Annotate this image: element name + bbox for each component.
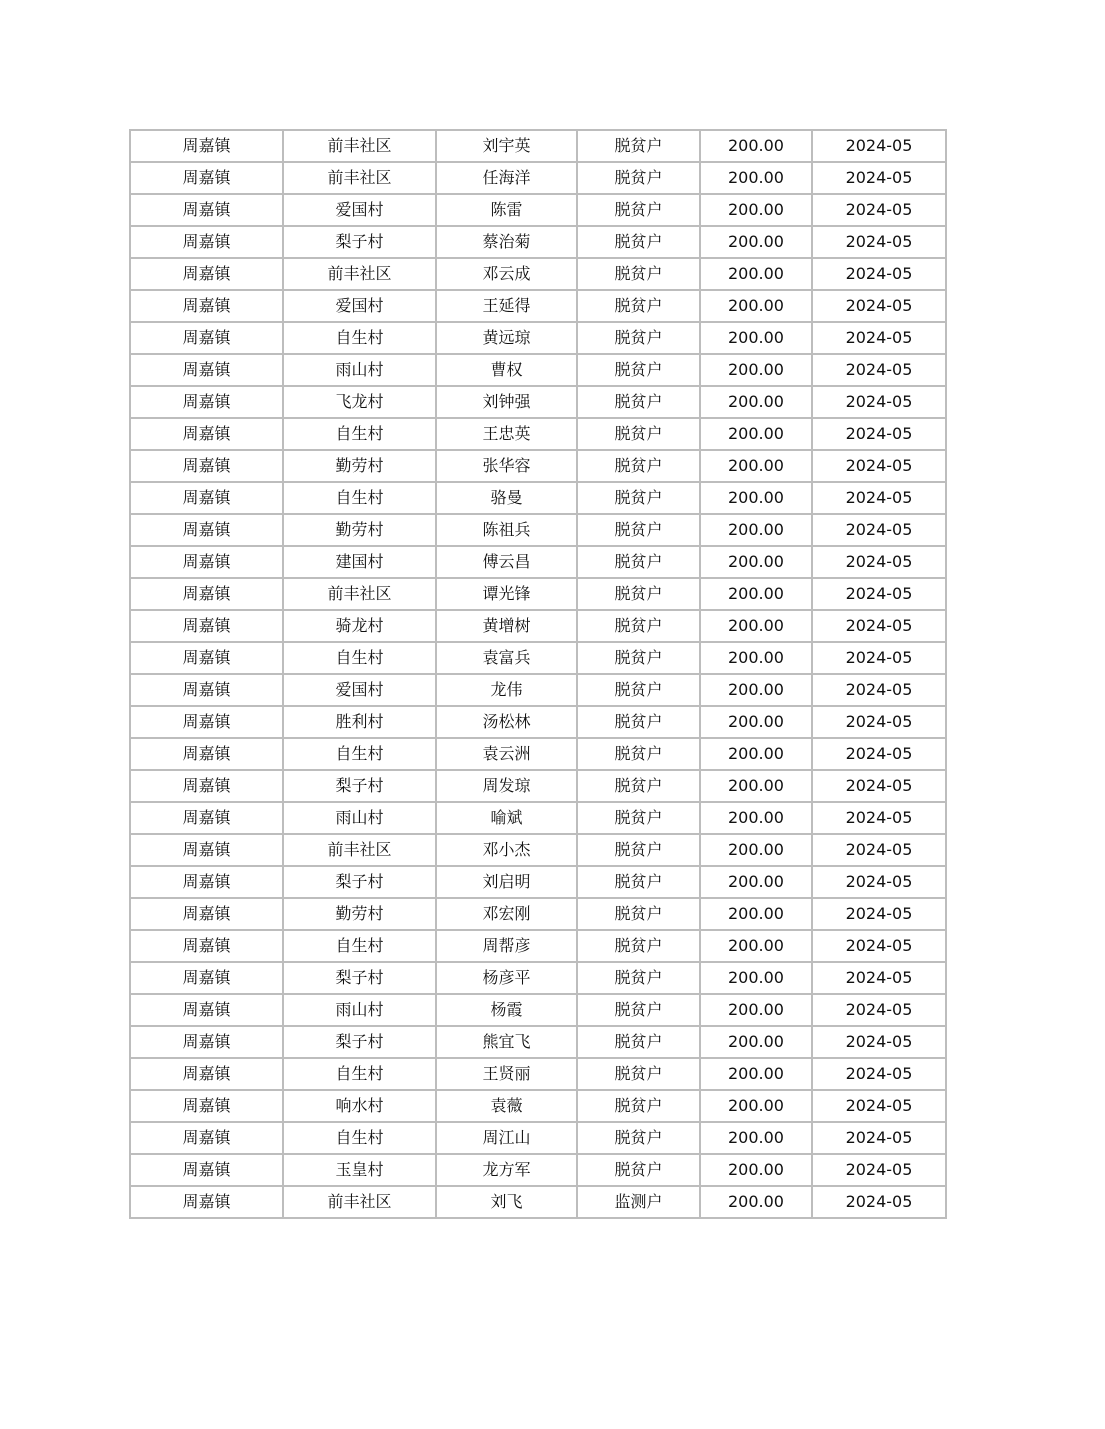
table-row — [130, 930, 946, 962]
name-cell: 袁富兵 — [436, 642, 577, 674]
name-cell: 周帮彦 — [436, 930, 577, 962]
table-row — [130, 450, 946, 482]
table-row — [130, 1090, 946, 1122]
period-cell: 2024-05 — [812, 1026, 946, 1058]
town-cell: 周嘉镇 — [130, 386, 283, 418]
amount-cell: 200.00 — [700, 450, 812, 482]
town-cell: 周嘉镇 — [130, 930, 283, 962]
village-cell: 梨子村 — [283, 770, 436, 802]
household-type-cell: 脱贫户 — [577, 226, 700, 258]
name-cell: 汤松林 — [436, 706, 577, 738]
period-cell: 2024-05 — [812, 770, 946, 802]
table-row — [130, 226, 946, 258]
table-row — [130, 514, 946, 546]
table-row — [130, 1122, 946, 1154]
amount-cell: 200.00 — [700, 770, 812, 802]
village-cell: 自生村 — [283, 418, 436, 450]
town-cell: 周嘉镇 — [130, 578, 283, 610]
name-cell: 陈雷 — [436, 194, 577, 226]
name-cell: 喻斌 — [436, 802, 577, 834]
village-cell: 雨山村 — [283, 802, 436, 834]
town-cell: 周嘉镇 — [130, 770, 283, 802]
name-cell: 周发琼 — [436, 770, 577, 802]
records-table — [129, 129, 947, 1219]
household-type-cell: 脱贫户 — [577, 1154, 700, 1186]
amount-cell: 200.00 — [700, 642, 812, 674]
household-type-cell: 脱贫户 — [577, 962, 700, 994]
table-row — [130, 546, 946, 578]
town-cell: 周嘉镇 — [130, 834, 283, 866]
name-cell: 刘启明 — [436, 866, 577, 898]
name-cell: 任海洋 — [436, 162, 577, 194]
amount-cell: 200.00 — [700, 674, 812, 706]
period-cell: 2024-05 — [812, 578, 946, 610]
amount-cell: 200.00 — [700, 866, 812, 898]
period-cell: 2024-05 — [812, 290, 946, 322]
village-cell: 自生村 — [283, 738, 436, 770]
amount-cell: 200.00 — [700, 546, 812, 578]
amount-cell: 200.00 — [700, 514, 812, 546]
table-row — [130, 130, 946, 162]
period-cell: 2024-05 — [812, 194, 946, 226]
town-cell: 周嘉镇 — [130, 962, 283, 994]
town-cell: 周嘉镇 — [130, 866, 283, 898]
amount-cell: 200.00 — [700, 994, 812, 1026]
amount-cell: 200.00 — [700, 130, 812, 162]
name-cell: 王忠英 — [436, 418, 577, 450]
village-cell: 前丰社区 — [283, 130, 436, 162]
name-cell: 刘飞 — [436, 1186, 577, 1218]
household-type-cell: 脱贫户 — [577, 418, 700, 450]
village-cell: 雨山村 — [283, 994, 436, 1026]
name-cell: 王延得 — [436, 290, 577, 322]
table-row — [130, 802, 946, 834]
name-cell: 黄增树 — [436, 610, 577, 642]
table-row — [130, 962, 946, 994]
period-cell: 2024-05 — [812, 898, 946, 930]
household-type-cell: 脱贫户 — [577, 674, 700, 706]
village-cell: 自生村 — [283, 482, 436, 514]
household-type-cell: 脱贫户 — [577, 898, 700, 930]
town-cell: 周嘉镇 — [130, 450, 283, 482]
village-cell: 前丰社区 — [283, 258, 436, 290]
household-type-cell: 脱贫户 — [577, 450, 700, 482]
household-type-cell: 脱贫户 — [577, 866, 700, 898]
town-cell: 周嘉镇 — [130, 546, 283, 578]
name-cell: 龙伟 — [436, 674, 577, 706]
period-cell: 2024-05 — [812, 354, 946, 386]
household-type-cell: 脱贫户 — [577, 546, 700, 578]
household-type-cell: 脱贫户 — [577, 482, 700, 514]
household-type-cell: 脱贫户 — [577, 162, 700, 194]
amount-cell: 200.00 — [700, 1186, 812, 1218]
table-row — [130, 418, 946, 450]
amount-cell: 200.00 — [700, 738, 812, 770]
table-row — [130, 322, 946, 354]
town-cell: 周嘉镇 — [130, 642, 283, 674]
household-type-cell: 脱贫户 — [577, 770, 700, 802]
period-cell: 2024-05 — [812, 1090, 946, 1122]
household-type-cell: 脱贫户 — [577, 1026, 700, 1058]
town-cell: 周嘉镇 — [130, 1154, 283, 1186]
village-cell: 梨子村 — [283, 962, 436, 994]
name-cell: 杨霞 — [436, 994, 577, 1026]
town-cell: 周嘉镇 — [130, 706, 283, 738]
town-cell: 周嘉镇 — [130, 802, 283, 834]
village-cell: 梨子村 — [283, 866, 436, 898]
amount-cell: 200.00 — [700, 802, 812, 834]
amount-cell: 200.00 — [700, 418, 812, 450]
town-cell: 周嘉镇 — [130, 674, 283, 706]
name-cell: 杨彦平 — [436, 962, 577, 994]
household-type-cell: 脱贫户 — [577, 322, 700, 354]
table-row — [130, 674, 946, 706]
table-row — [130, 1186, 946, 1218]
town-cell: 周嘉镇 — [130, 738, 283, 770]
period-cell: 2024-05 — [812, 322, 946, 354]
village-cell: 自生村 — [283, 1058, 436, 1090]
period-cell: 2024-05 — [812, 962, 946, 994]
village-cell: 玉皇村 — [283, 1154, 436, 1186]
table-row — [130, 610, 946, 642]
amount-cell: 200.00 — [700, 354, 812, 386]
town-cell: 周嘉镇 — [130, 610, 283, 642]
town-cell: 周嘉镇 — [130, 290, 283, 322]
household-type-cell: 脱贫户 — [577, 290, 700, 322]
table-row — [130, 770, 946, 802]
name-cell: 王贤丽 — [436, 1058, 577, 1090]
village-cell: 爱国村 — [283, 290, 436, 322]
town-cell: 周嘉镇 — [130, 162, 283, 194]
period-cell: 2024-05 — [812, 1058, 946, 1090]
household-type-cell: 脱贫户 — [577, 1058, 700, 1090]
town-cell: 周嘉镇 — [130, 1186, 283, 1218]
name-cell: 黄远琼 — [436, 322, 577, 354]
town-cell: 周嘉镇 — [130, 418, 283, 450]
table-row — [130, 386, 946, 418]
period-cell: 2024-05 — [812, 706, 946, 738]
name-cell: 刘宇英 — [436, 130, 577, 162]
amount-cell: 200.00 — [700, 194, 812, 226]
amount-cell: 200.00 — [700, 834, 812, 866]
amount-cell: 200.00 — [700, 258, 812, 290]
village-cell: 梨子村 — [283, 1026, 436, 1058]
period-cell: 2024-05 — [812, 866, 946, 898]
town-cell: 周嘉镇 — [130, 1058, 283, 1090]
table-row — [130, 834, 946, 866]
name-cell: 刘钟强 — [436, 386, 577, 418]
period-cell: 2024-05 — [812, 738, 946, 770]
table-row — [130, 258, 946, 290]
village-cell: 爱国村 — [283, 674, 436, 706]
period-cell: 2024-05 — [812, 930, 946, 962]
village-cell: 梨子村 — [283, 226, 436, 258]
period-cell: 2024-05 — [812, 1122, 946, 1154]
period-cell: 2024-05 — [812, 162, 946, 194]
name-cell: 熊宜飞 — [436, 1026, 577, 1058]
amount-cell: 200.00 — [700, 1026, 812, 1058]
household-type-cell: 脱贫户 — [577, 1122, 700, 1154]
village-cell: 前丰社区 — [283, 1186, 436, 1218]
village-cell: 前丰社区 — [283, 162, 436, 194]
town-cell: 周嘉镇 — [130, 898, 283, 930]
village-cell: 勤劳村 — [283, 514, 436, 546]
name-cell: 骆曼 — [436, 482, 577, 514]
household-type-cell: 脱贫户 — [577, 610, 700, 642]
household-type-cell: 监测户 — [577, 1186, 700, 1218]
amount-cell: 200.00 — [700, 1090, 812, 1122]
period-cell: 2024-05 — [812, 418, 946, 450]
period-cell: 2024-05 — [812, 610, 946, 642]
household-type-cell: 脱贫户 — [577, 930, 700, 962]
table-row — [130, 1058, 946, 1090]
table-row — [130, 290, 946, 322]
amount-cell: 200.00 — [700, 962, 812, 994]
name-cell: 曹权 — [436, 354, 577, 386]
village-cell: 勤劳村 — [283, 450, 436, 482]
town-cell: 周嘉镇 — [130, 1090, 283, 1122]
household-type-cell: 脱贫户 — [577, 194, 700, 226]
table-row — [130, 354, 946, 386]
name-cell: 谭光锋 — [436, 578, 577, 610]
village-cell: 自生村 — [283, 1122, 436, 1154]
name-cell: 袁薇 — [436, 1090, 577, 1122]
village-cell: 前丰社区 — [283, 578, 436, 610]
period-cell: 2024-05 — [812, 802, 946, 834]
table-row — [130, 738, 946, 770]
household-type-cell: 脱贫户 — [577, 130, 700, 162]
household-type-cell: 脱贫户 — [577, 706, 700, 738]
household-type-cell: 脱贫户 — [577, 578, 700, 610]
table-row — [130, 706, 946, 738]
household-type-cell: 脱贫户 — [577, 258, 700, 290]
period-cell: 2024-05 — [812, 1186, 946, 1218]
amount-cell: 200.00 — [700, 162, 812, 194]
name-cell: 袁云洲 — [436, 738, 577, 770]
name-cell: 陈祖兵 — [436, 514, 577, 546]
town-cell: 周嘉镇 — [130, 322, 283, 354]
amount-cell: 200.00 — [700, 386, 812, 418]
household-type-cell: 脱贫户 — [577, 802, 700, 834]
period-cell: 2024-05 — [812, 258, 946, 290]
period-cell: 2024-05 — [812, 482, 946, 514]
period-cell: 2024-05 — [812, 674, 946, 706]
table-row — [130, 482, 946, 514]
period-cell: 2024-05 — [812, 642, 946, 674]
village-cell: 爱国村 — [283, 194, 436, 226]
village-cell: 响水村 — [283, 1090, 436, 1122]
table-row — [130, 578, 946, 610]
amount-cell: 200.00 — [700, 1058, 812, 1090]
town-cell: 周嘉镇 — [130, 482, 283, 514]
household-type-cell: 脱贫户 — [577, 642, 700, 674]
table-row — [130, 642, 946, 674]
name-cell: 邓云成 — [436, 258, 577, 290]
household-type-cell: 脱贫户 — [577, 354, 700, 386]
table-row — [130, 162, 946, 194]
table-row — [130, 898, 946, 930]
amount-cell: 200.00 — [700, 898, 812, 930]
amount-cell: 200.00 — [700, 610, 812, 642]
household-type-cell: 脱贫户 — [577, 994, 700, 1026]
household-type-cell: 脱贫户 — [577, 834, 700, 866]
period-cell: 2024-05 — [812, 450, 946, 482]
period-cell: 2024-05 — [812, 386, 946, 418]
table-row — [130, 1026, 946, 1058]
village-cell: 飞龙村 — [283, 386, 436, 418]
name-cell: 邓宏刚 — [436, 898, 577, 930]
amount-cell: 200.00 — [700, 226, 812, 258]
name-cell: 邓小杰 — [436, 834, 577, 866]
village-cell: 勤劳村 — [283, 898, 436, 930]
records-table-body — [130, 130, 946, 1218]
name-cell: 张华容 — [436, 450, 577, 482]
village-cell: 胜利村 — [283, 706, 436, 738]
amount-cell: 200.00 — [700, 482, 812, 514]
amount-cell: 200.00 — [700, 1122, 812, 1154]
town-cell: 周嘉镇 — [130, 194, 283, 226]
village-cell: 自生村 — [283, 642, 436, 674]
town-cell: 周嘉镇 — [130, 354, 283, 386]
table-row — [130, 194, 946, 226]
period-cell: 2024-05 — [812, 994, 946, 1026]
town-cell: 周嘉镇 — [130, 994, 283, 1026]
name-cell: 龙方军 — [436, 1154, 577, 1186]
village-cell: 自生村 — [283, 930, 436, 962]
name-cell: 蔡治菊 — [436, 226, 577, 258]
village-cell: 骑龙村 — [283, 610, 436, 642]
amount-cell: 200.00 — [700, 1154, 812, 1186]
household-type-cell: 脱贫户 — [577, 738, 700, 770]
town-cell: 周嘉镇 — [130, 1026, 283, 1058]
town-cell: 周嘉镇 — [130, 130, 283, 162]
amount-cell: 200.00 — [700, 706, 812, 738]
village-cell: 雨山村 — [283, 354, 436, 386]
amount-cell: 200.00 — [700, 290, 812, 322]
town-cell: 周嘉镇 — [130, 514, 283, 546]
period-cell: 2024-05 — [812, 546, 946, 578]
village-cell: 自生村 — [283, 322, 436, 354]
household-type-cell: 脱贫户 — [577, 1090, 700, 1122]
amount-cell: 200.00 — [700, 930, 812, 962]
period-cell: 2024-05 — [812, 1154, 946, 1186]
name-cell: 傅云昌 — [436, 546, 577, 578]
period-cell: 2024-05 — [812, 226, 946, 258]
household-type-cell: 脱贫户 — [577, 514, 700, 546]
table-row — [130, 1154, 946, 1186]
name-cell: 周江山 — [436, 1122, 577, 1154]
village-cell: 前丰社区 — [283, 834, 436, 866]
period-cell: 2024-05 — [812, 130, 946, 162]
table-row — [130, 994, 946, 1026]
table-row — [130, 866, 946, 898]
household-type-cell: 脱贫户 — [577, 386, 700, 418]
amount-cell: 200.00 — [700, 578, 812, 610]
village-cell: 建国村 — [283, 546, 436, 578]
period-cell: 2024-05 — [812, 514, 946, 546]
town-cell: 周嘉镇 — [130, 258, 283, 290]
period-cell: 2024-05 — [812, 834, 946, 866]
amount-cell: 200.00 — [700, 322, 812, 354]
town-cell: 周嘉镇 — [130, 1122, 283, 1154]
town-cell: 周嘉镇 — [130, 226, 283, 258]
